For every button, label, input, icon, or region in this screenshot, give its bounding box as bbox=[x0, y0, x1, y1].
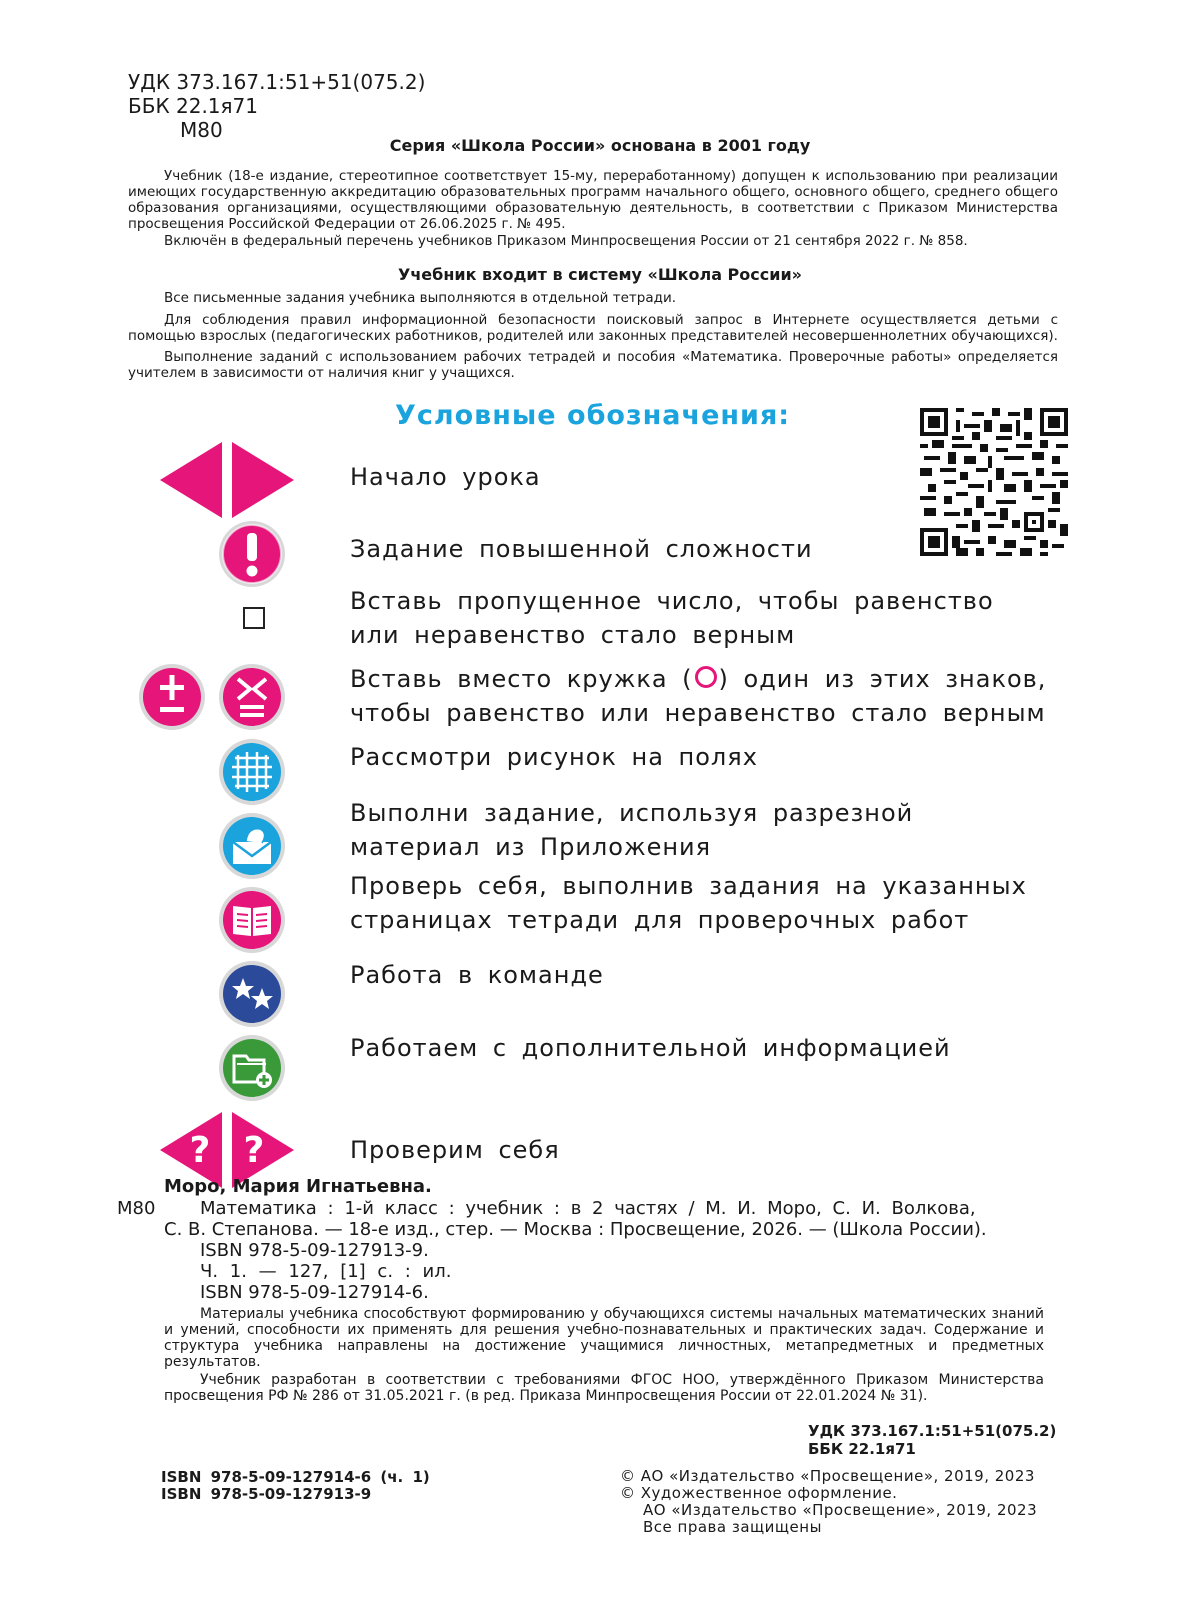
system-title: Учебник входит в систему «Школа России» bbox=[397, 265, 802, 284]
series-title: Серия «Школа России» основана в 2001 году bbox=[389, 136, 811, 155]
compare-signs-icon bbox=[218, 663, 286, 731]
footer-rights: Все права защищены bbox=[643, 1518, 822, 1536]
catalog-bbk: ББК 22.1я71 bbox=[808, 1440, 916, 1458]
legend-item-look-picture: Рассмотри рисунок на полях bbox=[350, 743, 758, 771]
legend-item-hard-task: Задание повышенной сложности bbox=[350, 535, 813, 563]
catalog-udk: УДК 373.167.1:51+51(075.2) bbox=[808, 1422, 1057, 1440]
legend-item-lesson-start: Начало урока bbox=[350, 463, 541, 491]
legend-title: Условные обозначения: bbox=[395, 400, 791, 431]
empty-square-icon bbox=[243, 607, 265, 629]
question-mark-left: ? bbox=[189, 1130, 211, 1171]
catalog-line2: С. В. Степанова. — 18-е изд., стер. — Москва : Просвещение, 2026. — (Школа России). bbox=[164, 1219, 987, 1240]
grid-icon bbox=[218, 738, 286, 806]
folder-plus-icon bbox=[218, 1034, 286, 1102]
catalog-author: Моро, Мария Игнатьевна. bbox=[164, 1176, 432, 1197]
legend-item-check-ourselves: Проверим себя bbox=[350, 1136, 560, 1164]
lesson-start-arrows-icon bbox=[160, 442, 294, 518]
catalog-part: Ч. 1. — 127, [1] с. : ил. bbox=[200, 1261, 452, 1282]
system-p3: Выполнение заданий с использованием рабочих тетрадей и пособия «Математика. Проверочные работы» определяется учителем в зависимости от наличия книг у учащихся. bbox=[128, 349, 1058, 381]
catalog-line1: Математика : 1-й класс : учебник : в 2 частях / М. И. Моро, С. И. Волкова, bbox=[200, 1198, 976, 1219]
envelope-icon bbox=[218, 812, 286, 880]
catalog-desc1: Материалы учебника способствуют формированию у обучающихся системы начальных математических знаний и умений, способности их применять для решения учебно-познавательных и практических задач. Содержание и структура учебника направлены на достижение учащимися личностных, метапредметных и предметных результатов. bbox=[164, 1306, 1044, 1370]
footer-copyright-2: © Художественное оформление. bbox=[620, 1484, 898, 1502]
stars-icon bbox=[218, 960, 286, 1028]
legend-item-insert-sign-before: Вставь вместо кружка ( bbox=[350, 665, 693, 693]
system-p1: Все письменные задания учебника выполняются в отдельной тетради. bbox=[164, 290, 677, 306]
legend-item-missing-number: Вставь пропущенное число, чтобы равенство или неравенство стало верным bbox=[350, 587, 994, 649]
series-approval: Учебник (18-е издание, стереотипное соответствует 15-му, переработанному) допущен к использованию при реализации имеющих государственную аккредитацию образовательных программ начального общего, основного общего, среднего общего образования организациями, осуществляющими образовательную деятельность, в соответствии с Приказом Министерства просвещения Российской Федерации от 26.06.2025 г. № 495. bbox=[128, 168, 1058, 232]
question-mark-right: ? bbox=[243, 1130, 265, 1171]
header-udk: УДК 373.167.1:51+51(075.2) bbox=[128, 70, 426, 94]
catalog-isbn-part: ISBN 978-5-09-127914-6. bbox=[200, 1282, 429, 1303]
exclamation-icon bbox=[218, 520, 286, 588]
footer-copyright-3: АО «Издательство «Просвещение», 2019, 2023 bbox=[643, 1501, 1038, 1519]
catalog-code: М80 bbox=[117, 1198, 156, 1219]
legend-item-teamwork: Работа в команде bbox=[350, 961, 604, 989]
legend-item-cut-material: Выполни задание, используя разрезной материал из Приложения bbox=[350, 799, 914, 861]
legend-item-additional-info: Работаем с дополнительной информацией bbox=[350, 1034, 951, 1062]
header-code: М80 bbox=[180, 118, 223, 142]
catalog-isbn-set: ISBN 978-5-09-127913-9. bbox=[200, 1240, 429, 1261]
book-icon bbox=[218, 886, 286, 954]
legend-item-check-yourself-workbook: Проверь себя, выполнив задания на указанных страницах тетради для проверочных работ bbox=[350, 872, 1027, 934]
plus-minus-icon bbox=[138, 663, 206, 731]
catalog-desc2: Учебник разработан в соответствии с требованиями ФГОС НОО, утверждённого Приказом Министерства просвещения РФ № 286 от 31.05.2021 г. (в ред. Приказа Минпросвещения России от 22.01.2024 № 31). bbox=[164, 1372, 1044, 1404]
footer-isbn-set: ISBN 978-5-09-127913-9 bbox=[161, 1485, 372, 1503]
series-included: Включён в федеральный перечень учебников Приказом Минпросвещения России от 21 сентября 2022 г. № 858. bbox=[164, 233, 968, 249]
legend-item-insert-sign bbox=[350, 662, 1055, 730]
legend-item-insert-sign-after: ) один из этих знаков, чтобы равенство или неравенство стало верным bbox=[350, 665, 1047, 727]
footer-copyright-1: © АО «Издательство «Просвещение», 2019, 2023 bbox=[620, 1467, 1035, 1485]
system-p2: Для соблюдения правил информационной безопасности поисковый запрос в Интернете осуществляется детьми с помощью взрослых (педагогических работников, родителей или законных представителей несовершеннолетних обучающихся). bbox=[128, 312, 1058, 344]
small-circle-icon bbox=[695, 666, 717, 688]
header-bbk: ББК 22.1я71 bbox=[128, 94, 259, 118]
footer-isbn-part1: ISBN 978-5-09-127914-6 (ч. 1) bbox=[161, 1468, 430, 1486]
